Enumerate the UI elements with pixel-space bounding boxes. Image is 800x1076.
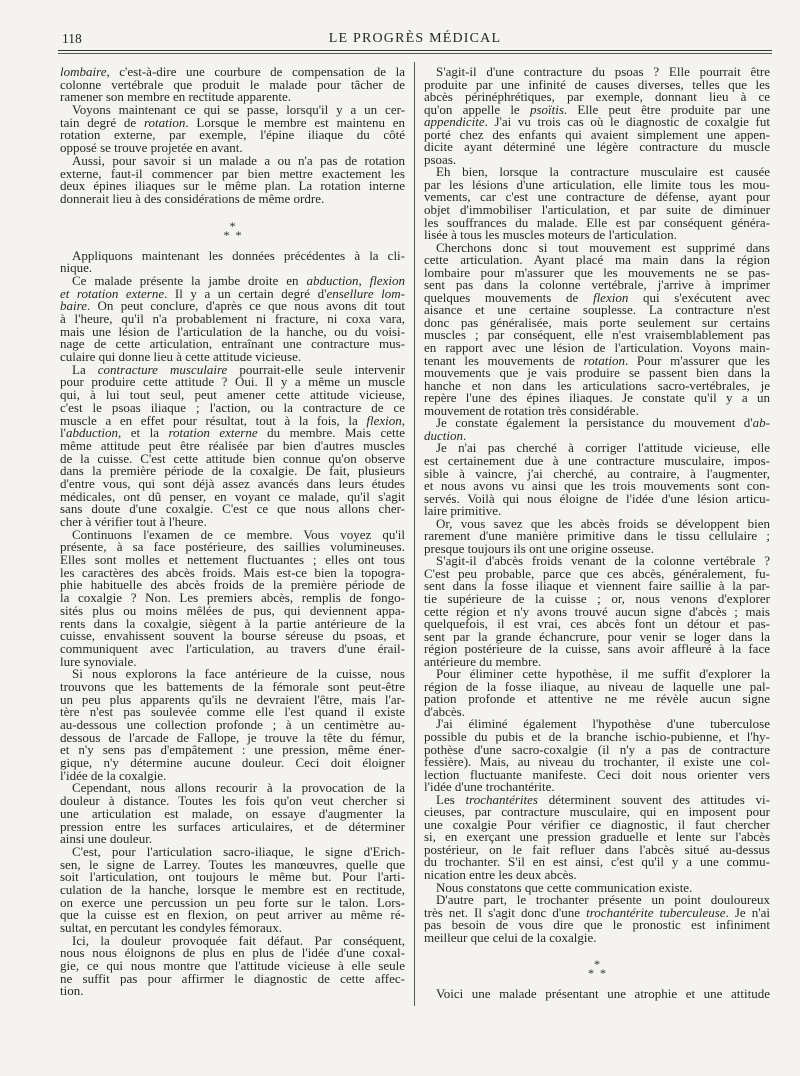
text-run: . [463,427,467,443]
text-section [60,66,405,206]
text-line: l'idée d'une trochantérite. [424,779,555,795]
text-line: pas besoin de vous dire que le pronostic est infiniment [424,917,770,933]
text-line: Appliquons maintenant les données précédentes à la cli- [72,247,405,263]
text-line: cieuses, par contracture musculaire, qui en imposent pour [424,804,770,820]
text-line: lombaire pour m'assurer que les mouvements ne se pas- [424,264,770,280]
asterism-ornament [424,944,770,988]
text-line: hanche et non dans les articulations sacro-vertébrales, je [424,377,770,393]
asterism-star: * [229,218,236,233]
paragraph [424,515,770,556]
text-line: nication entre les deux abcès. [424,867,577,882]
text-run: du membre. Mais cette [257,425,405,441]
italic-text: ab- [752,415,770,431]
text-line: Voici une malade présentant une atrophie et une attitude [436,986,770,1002]
text-line: Or, vous savez que les abcès froids se développent bien [436,515,770,531]
paragraph [60,932,405,999]
text-line: rarement d'une manière primitive dans le tissu cellulaire ; [424,528,770,544]
text-line: d'entre vous, qui sont déjà assez avancés dans leurs études [60,475,405,491]
text-line: donc pas généralisée, mais porte seulement sur certains [424,314,770,330]
text-line: nous nous éloignons de plus en plus de l'idée d'une coxal- [60,945,405,961]
paragraph [60,526,405,669]
text-line: donnerait lieu à des considérations de même ordre. [60,190,325,206]
paragraph [424,718,770,793]
text-run: . Elle peut être produite par une [563,101,770,117]
paragraph [424,894,770,944]
text-line: c'est le psoas iliaque ; l'action, ou la contracture de ce [60,399,405,415]
italic-text: duction [424,427,463,443]
italic-text: appendicite [424,114,485,130]
text-line: repère l'une des épines iliaques. Je constate qu'il y a un [424,390,770,406]
text-line: en rapport avec une lésion de l'articulation. Voyons main- [424,340,770,356]
text-line: mouvements que je vais produire se passent bien dans la [424,365,770,381]
text-line: trouvons que les battements de la fémorale sont peut-être [60,678,405,694]
italic-text: trochantérite tuberculeuse [586,904,726,920]
text-section [60,247,406,999]
paragraph [60,152,405,206]
text-line: est certainement due à une contracture musculaire, impos- [424,452,770,468]
text-line: produite par une infinité de causes diverses, telles que les [424,76,770,92]
text-line: quelquefois, il est vrai, ces abcès font un détour et pas- [424,616,770,632]
text-line: du trochanter. S'il en est ainsi, c'est qu'il y a une commu- [424,854,770,870]
text-line: lection fluctuante manifeste. Ceci doit nous orienter vers [424,766,770,782]
paragraph [424,668,770,718]
text-line [424,417,770,430]
text-run: . Il y a un certain degré d' [164,285,327,301]
text-line: dessous de l'arcade de Fallope, je trouve la tête du fémur, [60,729,405,745]
text-run: Les [436,791,466,807]
italic-text: abduction [65,425,118,441]
text-line: médicales, ont dû penser, en voyant ce malade, qu'il s'agit [60,488,405,504]
text-line: opposé se trouve projetée en avant. [60,140,243,156]
text-line: d'abcès. [424,703,465,719]
text-line: région postérieure de la cuisse, sans avoir affleuré à la face [424,641,770,657]
text-line: D'autre part, le trochanter présente un point douloureux [436,892,770,908]
text-line: ramener son membre en rectitude apparente. [60,89,291,105]
text-line: Voyons maintenant ce qui se passe, lorsqu'il y a un cer- [72,102,405,118]
text-line: région de la fosse iliaque, au niveau de laquelle une pal- [424,678,770,694]
text-line: fessière). Mais, au niveau du trochanter, il existe une col- [424,754,770,770]
paragraph [424,791,770,882]
text-line: que la cuisse est en flexion, on peut arriver au même ré- [60,907,405,923]
text-line: muscles ; par conséquent, elle n'est vraisemblablement pas [424,327,770,343]
page-number: 118 [62,31,82,46]
text-line: tion. [60,983,84,999]
text-line: un peu plus apparents qu'ils ne devraient l'être, mais l'ar- [60,691,405,707]
text-line: S'agit-il d'abcès froids venant de la colonne vertébrale ? [436,553,770,569]
italic-text: trochantérites [465,791,538,807]
text-run: , [401,412,405,428]
text-line: cette articulation. Ayant placé ma main dans la région [424,252,770,268]
text-run: pourrait-elle seule intervenir [227,361,405,377]
text-line: communiquent avec l'articulation, au travers d'une érail- [60,640,405,656]
text-line: Ici, la douleur provoquée fait défaut. Par conséquent, [72,932,405,948]
text-line: psoas. [424,151,457,167]
text-line: Cherchons donc si tout mouvement est supprimé dans [436,239,770,255]
text-run: quelques mouvements de [424,289,593,305]
asterism-ornament [60,206,405,250]
paragraph [60,272,406,365]
text-line: culation de la hanche, lorsque le membre est en rectitude, [60,881,405,897]
text-line: sent pas dans la colonne vertébrale, j'arrive à imprimer [424,277,770,293]
italic-text: rotation externe [168,425,258,441]
text-line: présente, à sa face postérieure, des saillies volumineuses. [60,539,405,555]
italic-text: abduction, flexion [306,272,405,288]
text-run: . On peut conclure, d'après ce que nous avons dit tout [86,298,405,314]
paragraph [60,843,405,935]
paragraph [424,239,770,418]
text-run: très net. Il s'agit donc d'une [424,904,587,920]
text-line: culaire qui donne lieu à cette attitude vicieuse. [60,349,302,365]
text-line: qui, à lui tout seul, peut amener cette attitude vicieuse, [60,387,405,403]
text-run: tenant les mouvements de [424,352,584,368]
text-line: douleur à distance. Toutes les fois qu'on veut chercher si [60,793,405,809]
text-line: laire primitive. [424,503,502,519]
paragraph [60,66,405,104]
paragraph [424,166,770,241]
text-line: servés. Voilà qui nous éloigne de l'idée d'une lésion articu- [424,490,770,506]
paragraph [60,782,405,845]
text-line: une coxalgie Pour vérifier ce diagnostic, il faut chercher [424,816,770,832]
text-line: pression entre les surfaces articulaires, et de déterminer [60,818,405,834]
text-line: Nous constatons que cette communication existe. [436,879,693,895]
text-line: J'ai éliminé également l'hypothèse d'une tuberculose [436,716,770,732]
asterism-star: * [588,966,594,981]
text-line: postérieur, on le fait refluer dans l'abcès situé au-dessus [424,841,770,857]
paragraph [424,442,770,517]
text-line: Cependant, nous allons recourir à la provocation de la [72,780,405,796]
text-line: l'idée de la coxalgie. [60,767,167,783]
text-line: sen, le signe de Larrey. Toutes les manœuvres, quelle que [60,856,405,872]
text-line: au-dessous une collection profonde ; à un centimètre au- [60,717,405,732]
text-line: si, en exerçant une pression graduelle et lente sur l'abcès [424,829,770,845]
paragraph [424,555,770,668]
text-line: objet d'immobiliser l'articulation, et par suite de diminuer [424,202,770,218]
text-line: tère n'est pas soulevée comme elle l'est quand il existe [60,704,405,720]
text-line: et nous avons vu ainsi que les trois mouvements sont con- [424,478,770,494]
text-line: nique. [60,260,93,276]
text-line: C'est, pour l'articulation sacro-iliaque, le signe d'Erich- [72,843,405,859]
text-line: deux épines iliaques sur le même plan. La rotation interne [60,178,405,194]
text-line: mouvement de rotation très considérable. [424,402,639,418]
text-line: dicite ayant déterminé une légère contracture du muscle [424,139,770,155]
text-line: Aussi, pour savoir si un malade a ou n'a pas de rotation [72,152,405,168]
text-line: nage de cette articulation, entraînant une contracture mus- [60,336,405,352]
text-line: rents dans la coxalgie, siègent à la partie antérieure de la [60,615,405,631]
text-line: sent par la grande échancrure, pour venir se loger dans la [424,628,770,644]
text-line: colonne vertébrale que produit le malade pour tâcher de [60,76,405,92]
text-run: qui s'exécutent avec [628,289,770,305]
text-line: meilleur que celui de la coxalgie. [424,929,597,945]
paragraph [60,104,405,155]
text-run: . Pour m'assurer que les [625,352,770,368]
text-line: à l'heure, qu'il n'a probablement ni fracture, ni coxa vara, [60,311,405,326]
text-line: Pour éliminer cette hypothèse, il me suffit d'explorer la [436,666,770,682]
right-column [424,66,770,1001]
text-line: lure synoviale. [60,653,137,669]
text-line: possible du pubis et de la branche ischio-pubienne, et l'hy- [424,728,770,744]
journal-title: LE PROGRÈS MÉDICAL [328,31,502,46]
text-line: sent dans la fosse iliaque et viennent faire saillie à la par- [424,578,770,594]
text-section [424,988,770,1001]
italic-text: et rotation externe [60,285,165,301]
italic-text: flexion [592,289,629,305]
text-line: les souffrances du malade. Elle est par conséquent généra- [424,214,770,230]
italic-text: lombaire [60,64,107,79]
paragraph [424,66,770,166]
text-line: une articulation est malade, on essaye d'augmenter la [60,805,405,821]
text-line: gique, n'y détermine aucune douleur. Ceci doit éloigner [60,755,405,771]
text-line: Elles sont molles et nettement fluctuantes ; elles ont tous [60,552,405,568]
text-run: déterminent souvent des attitudes vi- [537,791,770,807]
text-line: aisance et une certaine souplesse. La contracture n'est [424,302,770,318]
text-line: tie supérieure de la cuisse ; or, nous venons d'explorer [424,590,770,606]
text-line: ainsi une douleur. [60,831,153,847]
text-line: on exerce une percussion un peu forte sur le talon. Lors- [60,894,405,910]
text-line: sultat, en percutant les condyles fémoraux. [60,920,283,935]
asterism-star: * [594,957,600,972]
text-line: pothèse d'une sacro-coxalgie (il n'y a pas de contracture [424,741,770,757]
text-line: sans doute d'une coxalgie. C'est ce que nous allons cher- [60,501,405,517]
text-line: S'agit-il d'une contracture du psoas ? Elle pourrait être [436,64,770,79]
text-line: rotation externe, par exemple, l'épine iliaque du côté [60,127,405,143]
text-line: et n'y sens pas d'empâtement : une pression, même éner- [60,742,405,758]
left-column [60,66,405,998]
text-line: Je n'ai pas cherché à corriger l'attitude vicieuse, elle [436,440,770,456]
text-line: la coxalgie ? Non. Les premiers abcès, remplis de fongo- [60,590,405,606]
asterism-star: * [235,227,242,242]
text-line: sités plus ou moins mêlées de pus, qui deviennent appa- [60,602,405,618]
text-line: pour produire cette attitude ? Oui. Il y a même un muscle [60,374,405,390]
italic-text: rotation [583,352,626,368]
italic-text: contracture musculaire [97,361,228,377]
text-line: lisée à tous les muscles moteurs de l'articulation. [424,227,677,243]
text-line: dans la première période de la coxalgie. De fait, plusieurs [60,463,405,479]
paragraph [60,247,405,276]
text-line: cuisse, envahissent souvent la bourse séreuse du psoas, et [60,628,405,644]
text-line: externe, faut-il commencer par bien mettre exactement les [60,165,405,181]
italic-text: ensellure lom- [326,285,406,301]
paragraph [424,988,770,1001]
paragraph [60,668,405,782]
text-line: Eh bien, lorsque la contracture musculaire est causée [436,164,770,180]
text-line: de la cuisse. C'est cette attitude bien connue qu'on observe [60,450,405,466]
text-line: Continuons l'examen de ce membre. Vous voyez qu'il [72,526,405,542]
asterism-star: * [600,966,606,981]
text-line: pation profonde et attentive ne me révèle aucun signe [424,691,770,707]
text-line: cher à vérifier tout à l'heure. [60,514,207,529]
text-line: C'est peu probable, parce que ces abcès, généralement, fu- [424,565,770,581]
text-line: abcès périnéphrétiques, par exemple, donnant lieu à ce [424,89,770,105]
text-line: sible à vaincre, j'ai cherché, au contraire, à l'augmenter, [424,465,770,481]
header-rule [58,50,772,54]
text-section [424,66,770,944]
text-line: antérieure du membre. [424,653,542,669]
text-run: , et la [117,425,169,441]
paragraph [424,417,770,442]
text-run: Je constate également la persistance du mouvement d' [436,415,753,431]
text-run: . J'ai vu trois cas où le diagnostic de coxalgie fut [484,114,770,130]
text-run: . Lorsque le membre est maintenu en [185,114,405,130]
text-line: les caractères des abcès froids. Mais est-ce bien la topogra- [60,564,405,580]
italic-text: rotation [143,114,186,130]
text-run: . Je n'ai [725,904,770,920]
text-line: gie, ce qui nous montre que l'attitude vicieuse à elle seule [60,958,405,974]
asterism-star: * [223,227,230,242]
text-line: cette région et n'y avons trouvé aucun signe d'abcès ; mais [424,603,770,619]
text-run: La [72,361,98,377]
text-line: porté chez des enfants qui avaient simplement une appen- [424,126,770,142]
column-divider [414,62,415,1006]
italic-text: baire [60,298,87,314]
text-line: soit l'articulation, ont toujours le même but. Pour l'arti- [60,869,405,885]
text-run: l' [60,425,66,441]
text-line: Si nous explorons la face antérieure de la cuisse, nous [72,666,405,682]
paragraph [60,361,405,529]
italic-text: psoïtis [529,101,564,117]
text-line: mais une lésion de l'articulation de la hanche, ou du voisi- [60,323,405,339]
text-line: ne suffit pas pour affirmer le diagnostic de cette affec- [60,970,405,986]
italic-text: flexion [366,412,402,428]
text-run: muscle a en effet pour résultat, tout à la fois, la [60,412,367,428]
text-run: tain degré de [60,114,144,130]
text-line: presque toujours ils ont une origine osseuse. [424,540,654,556]
text-line: par les lésions d'une articulation, elle limite tous les mou- [424,176,770,192]
text-run: , c'est-à-dire une courbure de compensation de la [106,64,405,79]
text-line: même attitude peut être réalisée par bien d'autres muscles [60,437,405,453]
text-line: phie habituelle des abcès froids de la première période de [60,577,405,593]
text-run: qu'on appelle le [424,101,530,117]
text-run: Ce malade présente la jambe droite en [72,272,307,288]
text-line: vements, car c'est une contracture de défense, ayant pour [424,189,770,205]
